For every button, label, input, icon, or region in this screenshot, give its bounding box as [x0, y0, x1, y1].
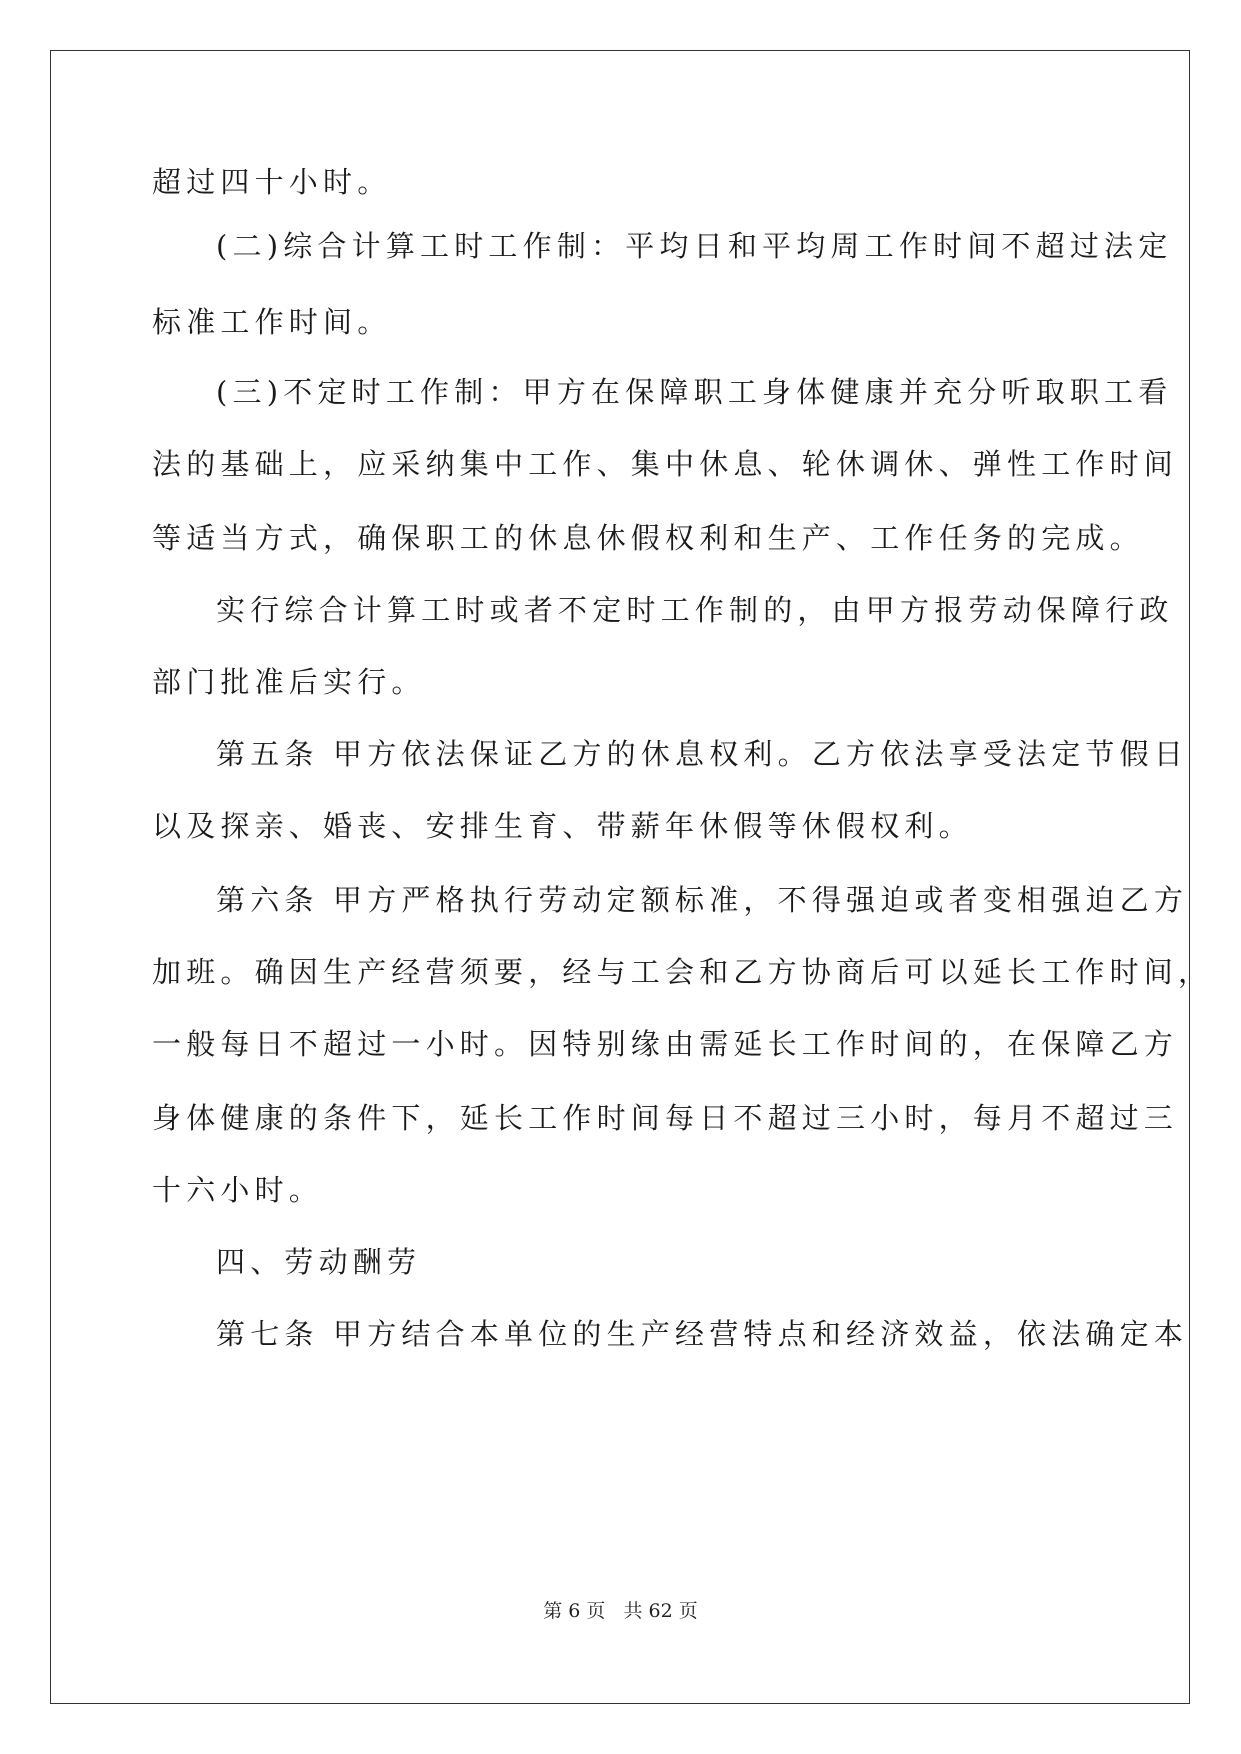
section-heading: 四、劳动酬劳 [216, 1245, 422, 1279]
text-line: 实行综合计算工时或者不定时工作制的，由甲方报劳动保障行政 [216, 593, 1174, 627]
text-line: 超过四十小时。 [152, 165, 392, 199]
total-pages: 共 62 页 [623, 1600, 698, 1622]
text-line: 法的基础上，应采纳集中工作、集中休息、轮休调休、弹性工作时间 [152, 447, 1179, 481]
text-line: 等适当方式，确保职工的休息休假权利和生产、工作任务的完成。 [152, 521, 1144, 555]
text-line: (三)不定时工作制：甲方在保障职工身体健康并充分听取职工看 [216, 375, 1173, 409]
text-line: 十六小时。 [152, 1173, 324, 1207]
page-number: 第 6 页 [543, 1600, 606, 1622]
text-line: 第五条 甲方依法保证乙方的休息权利。乙方依法享受法定节假日 [216, 737, 1189, 771]
text-line: 以及探亲、婚丧、安排生育、带薪年休假等休假权利。 [152, 809, 973, 843]
page-footer [0, 1596, 1241, 1623]
text-line: 一般每日不超过一小时。因特别缘由需延长工作时间的，在保障乙方 [152, 1027, 1179, 1061]
text-line: (二)综合计算工时工作制：平均日和平均周工作时间不超过法定 [216, 229, 1173, 263]
text-line: 标准工作时间。 [152, 305, 392, 339]
text-line: 第六条 甲方严格执行劳动定额标准，不得强迫或者变相强迫乙方 [216, 883, 1189, 917]
text-line: 部门批准后实行。 [152, 665, 426, 699]
text-line: 第七条 甲方结合本单位的生产经营特点和经济效益，依法确定本 [216, 1317, 1189, 1351]
text-line: 加班。确因生产经营须要，经与工会和乙方协商后可以延长工作时间， [152, 955, 1213, 989]
text-line: 身体健康的条件下，延长工作时间每日不超过三小时，每月不超过三 [152, 1101, 1179, 1135]
page-border [50, 50, 1190, 1704]
